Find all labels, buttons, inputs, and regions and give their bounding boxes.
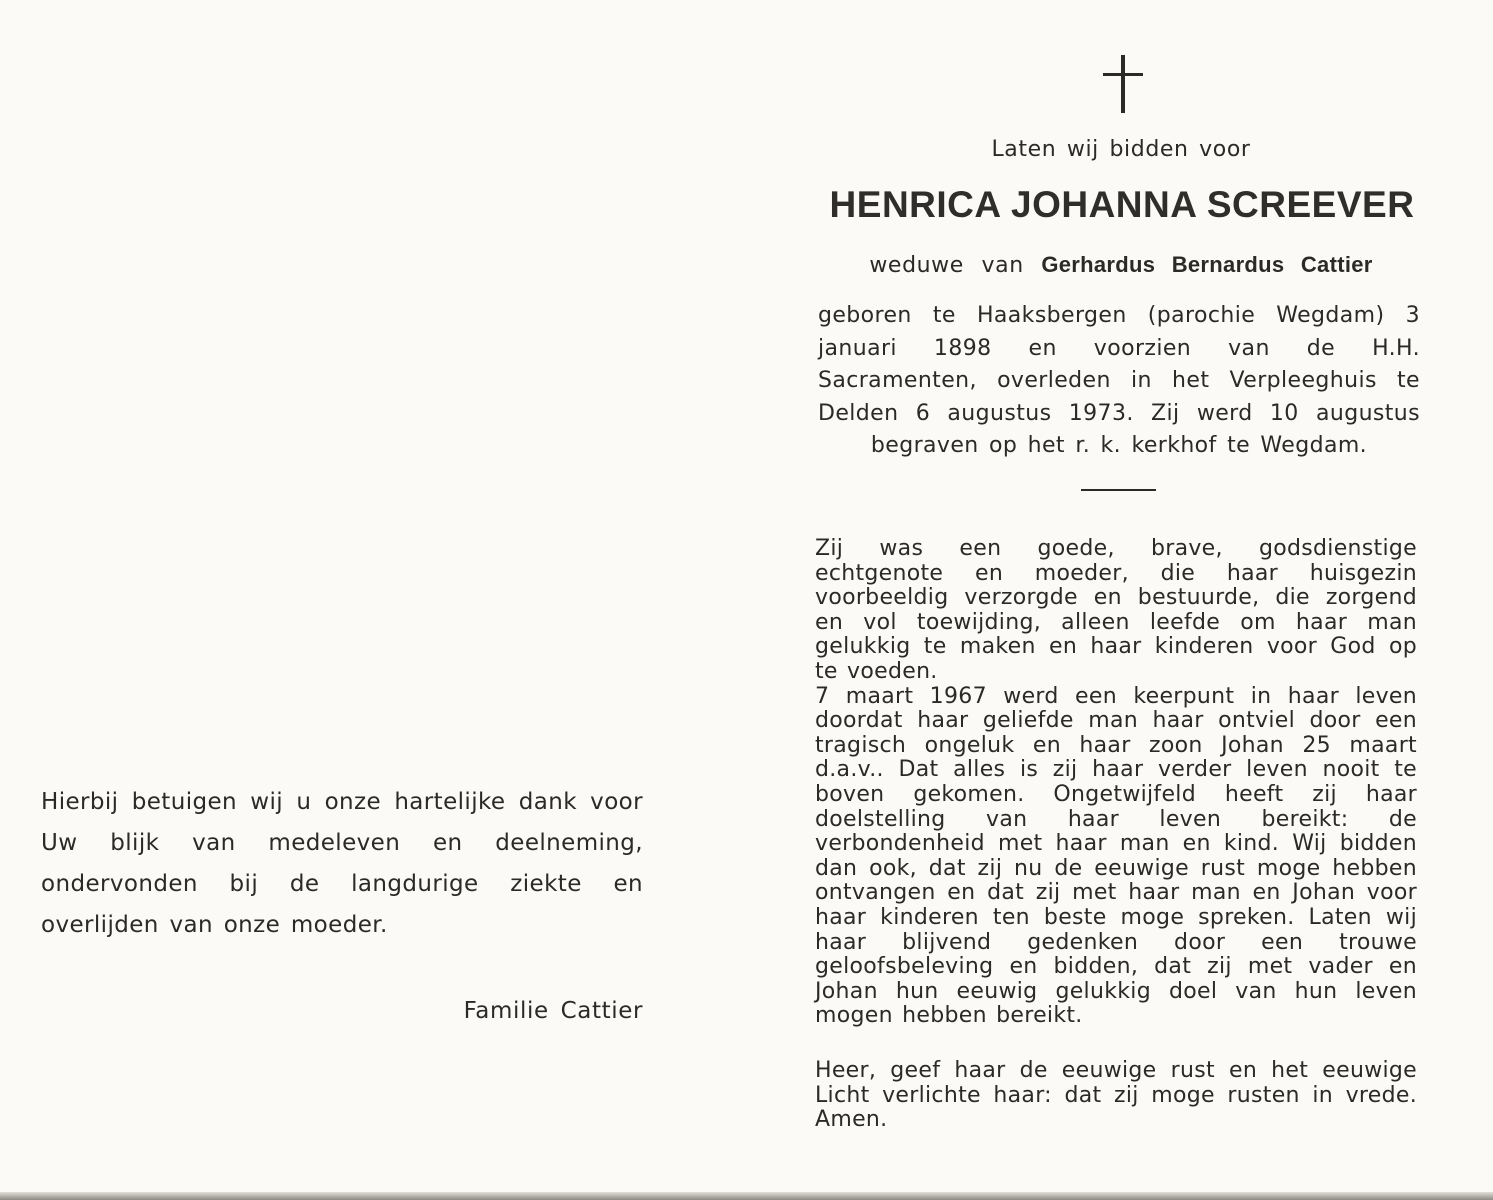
family-signature: Familie Cattier: [463, 998, 643, 1024]
bio-paragraph: Zij was een goede, brave, godsdienstige echtgenote en moeder, die haar huisgezin voorbeeldig verzorgde en bestuurde, die zorgend en vol toewijding, alleen leefde om haar man gelukkig te maken en haar kinderen voor God op te voeden.: [815, 536, 1417, 684]
closing-prayer: Heer, geef haar de eeuwige rust en het eeuwige Licht verlichte haar: dat zij moge rusten in vrede. Amen.: [815, 1058, 1417, 1133]
thanks-text: Hierbij betuigen wij u onze hartelijke dank voor Uw blijk van medeleven en deelneming, ondervonden bij de langdurige ziekte en overlijden van onze moeder.: [41, 789, 643, 938]
widow-line: [820, 252, 1422, 278]
deceased-name: HENRICA JOHANNA SCREEVER: [829, 184, 1415, 225]
birth-death-text: geboren te Haaksbergen (parochie Wegdam) 3 januari 1898 en voorzien van de H.H. Sacramenten, overleden in het Verpleeghuis te Delden 6 augustus 1973. Zij werd 10 augustus begraven op het r. k. kerkhof te Wegdam.: [818, 303, 1420, 458]
bio-paragraph: 7 maart 1967 werd een keerpunt in haar leven doordat haar geliefde man haar ontviel door een tragisch ongeluk en haar zoon Johan 25 maart d.a.v.. Dat alles is zij haar verder leven nooit te boven gekomen. Ongetwijfeld heeft zij haar doelstelling van haar leven bereikt: de verbondenheid met haar man en kind. Wij bidden dan ook, dat zij nu de eeuwige rust moge hebben ontvangen en dat zij met haar man en Johan voor haar kinderen ten beste moge spreken. Laten wij haar blijvend gedenken door een trouwe geloofsbeleving en bidden, dat zij met vader en Johan hun eeuwig gelukkig doel van hun leven mogen hebben bereikt.: [815, 683, 1417, 1029]
spouse-name: Gerhardus Bernardus Cattier: [1041, 252, 1373, 277]
biography: [815, 537, 1417, 1029]
prayer-intro: Laten wij bidden voor: [991, 137, 1251, 162]
widow-prefix: weduwe van: [869, 253, 1024, 278]
paper-edge: [0, 1192, 1493, 1200]
cross-icon: [1103, 55, 1143, 113]
divider-line: [1081, 489, 1156, 491]
